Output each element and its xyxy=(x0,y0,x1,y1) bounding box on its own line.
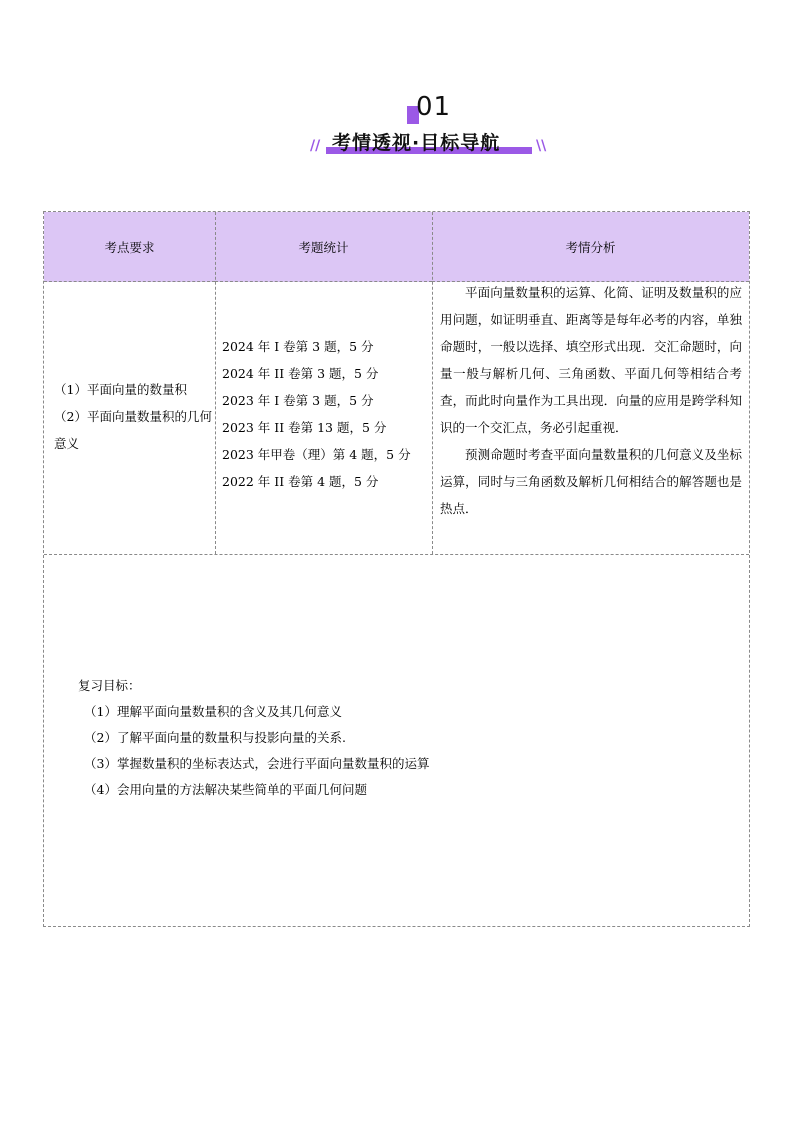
requirement-item: （1）平面向量的数量积 xyxy=(54,382,187,397)
section-number-area xyxy=(0,92,794,126)
stat-item: 2024 年 II 卷第 3 题，5 分 xyxy=(222,366,379,381)
exam-analysis-table xyxy=(43,211,750,927)
statistics-cell xyxy=(222,333,432,495)
section-number: 01 xyxy=(416,92,452,122)
review-goals xyxy=(78,673,429,803)
review-goal-item: （2）了解平面向量的数量积与投影向量的关系. xyxy=(84,730,346,745)
requirement-item: （2）平面向量数量积的几何意义 xyxy=(54,409,212,451)
requirements-cell xyxy=(54,376,214,457)
header-requirements: 考点要求 xyxy=(44,212,215,282)
header-statistics: 考题统计 xyxy=(215,212,432,282)
stat-item: 2024 年 I 卷第 3 题，5 分 xyxy=(222,339,374,354)
stat-item: 2023 年 II 卷第 13 题，5 分 xyxy=(222,420,387,435)
header-analysis: 考情分析 xyxy=(432,212,749,282)
analysis-paragraph: 平面向量数量积的运算、化简、证明及数量积的应用问题，如证明垂直、距离等是每年必考的内容，单独命题时，一般以选择、填空形式出现．交汇命题时，向量一般与解析几何、三角函数、平面几何等相结合考查，而此时向量作为工具出现．向量的应用是跨学科知识的一个交汇点，务必引起重视． xyxy=(440,285,742,435)
stat-item: 2023 年甲卷（理）第 4 题，5 分 xyxy=(222,447,411,462)
review-goal-item: （1）理解平面向量数量积的含义及其几何意义 xyxy=(84,704,342,719)
stat-item: 2023 年 I 卷第 3 题，5 分 xyxy=(222,393,374,408)
decor-slash-left: // xyxy=(310,138,321,154)
stat-item: 2022 年 II 卷第 4 题，5 分 xyxy=(222,474,379,489)
column-divider-2 xyxy=(432,212,433,554)
section-title-area xyxy=(310,128,550,158)
analysis-paragraph: 预测命题时考查平面向量数量积的几何意义及坐标运算，同时与三角函数及解析几何相结合的解答题也是热点． xyxy=(440,447,742,516)
analysis-cell xyxy=(440,279,742,522)
review-goal-item: （4）会用向量的方法解决某些简单的平面几何问题 xyxy=(84,782,367,797)
column-divider-1 xyxy=(215,212,216,554)
section-title: 考情透视·目标导航 xyxy=(332,132,501,154)
review-goal-item: （3）掌握数量积的坐标表达式，会进行平面向量数量积的运算 xyxy=(84,756,430,771)
decor-slash-right: \\ xyxy=(536,138,547,154)
row-divider xyxy=(44,554,749,555)
review-heading: 复习目标： xyxy=(78,678,141,693)
